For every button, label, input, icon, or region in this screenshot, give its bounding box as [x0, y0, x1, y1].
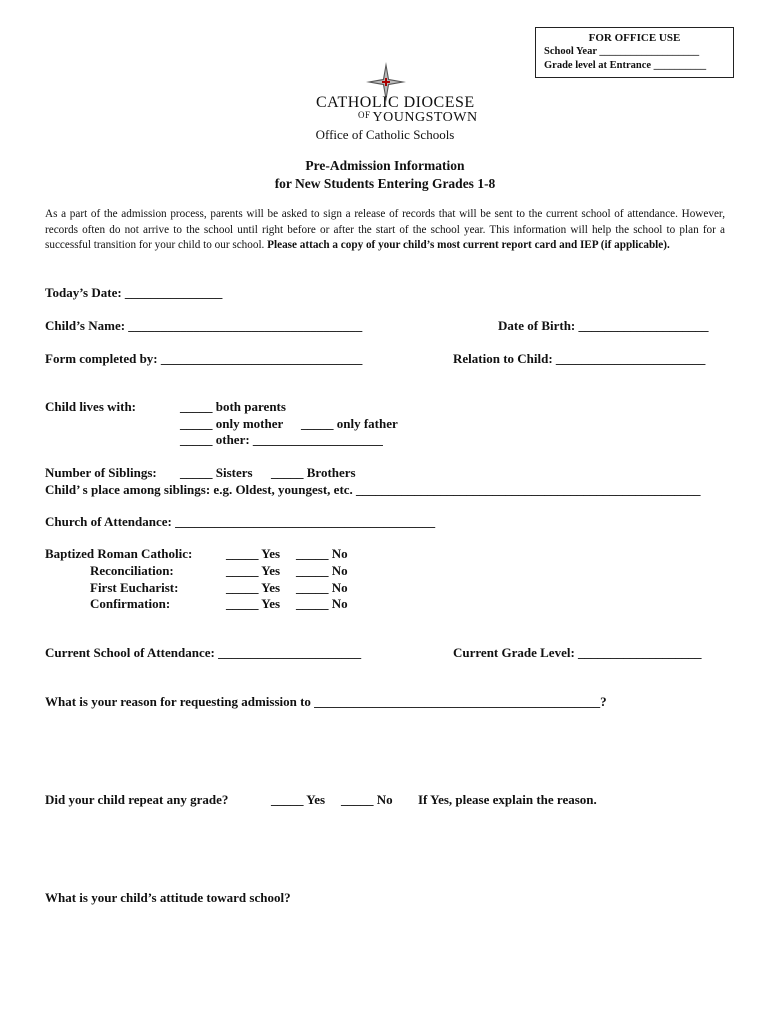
logo-text-youngstown [358, 110, 478, 126]
church-of-attendance-field[interactable]: Church of Attendance: ________________________________________ [45, 514, 436, 529]
sacrament-yes-reconciliation[interactable]: _____ Yes [226, 563, 281, 578]
sacrament-label-reconciliation: Reconciliation: [90, 563, 174, 578]
childs-name-field[interactable]: Child’s Name: ____________________________________ [45, 318, 363, 333]
other-option[interactable]: _____ other: ____________________ [180, 432, 383, 447]
relation-to-child-field[interactable]: Relation to Child: _______________________ [453, 351, 706, 366]
sacrament-yes-confirmation[interactable]: _____ Yes [226, 596, 281, 611]
sacrament-no-eucharist[interactable]: _____ No [296, 580, 348, 595]
grade-level-field[interactable]: Grade level at Entrance __________ [544, 60, 707, 71]
sacrament-no-reconciliation[interactable]: _____ No [296, 563, 348, 578]
attitude-question: What is your child’s attitude toward school? [45, 890, 291, 905]
sacrament-label-eucharist: First Eucharist: [90, 580, 179, 595]
office-use-box [535, 27, 734, 78]
office-subtitle: Office of Catholic Schools [315, 127, 455, 142]
school-year-field[interactable]: School Year ___________________ [544, 46, 700, 57]
repeat-grade-label: Did your child repeat any grade? [45, 792, 229, 807]
child-lives-with-label: Child lives with: [45, 399, 137, 414]
intro-text: As a part of the admission process, parents will be asked to sign a release of records that will be sent to the current school of attendance. However, records often do not arrive to the school until right before or after the start of the school year. This information will help the school to plan for a successful transition for your child to our school. [45, 208, 725, 251]
sacrament-label-baptized: Baptized Roman Catholic: [45, 546, 193, 561]
sacrament-no-confirmation[interactable]: _____ No [296, 596, 348, 611]
sacrament-label-confirmation: Confirmation: [90, 596, 171, 611]
only-mother-option[interactable]: _____ only mother [180, 416, 284, 431]
intro-bold-text: Please attach a copy of your child’s most current report card and IEP (if applicable). [267, 239, 670, 251]
sacrament-yes-eucharist[interactable]: _____ Yes [226, 580, 281, 595]
place-among-siblings-field[interactable]: Child’ s place among siblings: e.g. Oldest, youngest, etc. _____________________________________________________ [45, 482, 701, 497]
form-title: Pre-Admission Information [305, 158, 465, 173]
form-completed-by-field[interactable]: Form completed by: _______________________________ [45, 351, 363, 366]
date-of-birth-field[interactable]: Date of Birth: ____________________ [498, 318, 709, 333]
brothers-field[interactable]: _____ Brothers [271, 465, 356, 480]
repeat-grade-yes[interactable]: _____ Yes [271, 792, 326, 807]
intro-paragraph [45, 207, 725, 254]
form-subtitle: for New Students Entering Grades 1-8 [274, 176, 496, 191]
both-parents-option[interactable]: _____ both parents [180, 399, 286, 414]
only-father-option[interactable]: _____ only father [301, 416, 398, 431]
logo-text-of: OF [358, 110, 371, 120]
number-of-siblings-label: Number of Siblings: [45, 465, 157, 480]
admission-reason-field[interactable]: What is your reason for requesting admission to ____________________________________________? [45, 694, 607, 709]
sisters-field[interactable]: _____ Sisters [180, 465, 253, 480]
logo-text-city: YOUNGSTOWN [372, 110, 478, 125]
current-grade-field[interactable]: Current Grade Level: ___________________ [453, 645, 702, 660]
repeat-grade-explain-label: If Yes, please explain the reason. [418, 792, 597, 807]
sacrament-yes-baptized[interactable]: _____ Yes [226, 546, 281, 561]
logo-text-diocese: CATHOLIC DIOCESE [316, 94, 475, 111]
office-use-title: FOR OFFICE USE [588, 32, 681, 44]
current-school-field[interactable]: Current School of Attendance: ______________________ [45, 645, 362, 660]
todays-date-field[interactable]: Today’s Date: _______________ [45, 285, 223, 300]
repeat-grade-no[interactable]: _____ No [341, 792, 393, 807]
sacrament-no-baptized[interactable]: _____ No [296, 546, 348, 561]
